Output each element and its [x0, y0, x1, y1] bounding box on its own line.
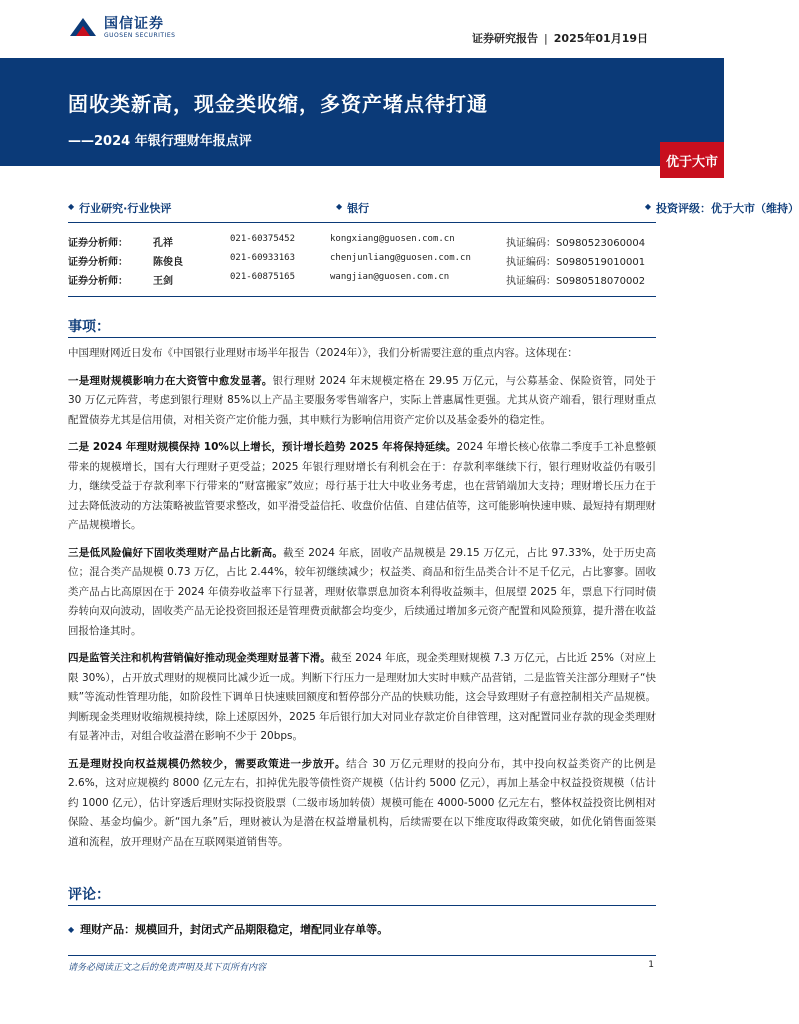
analyst-phone: 021-60375452 — [230, 234, 296, 244]
section-underline — [68, 905, 656, 906]
diamond-icon: ◆ — [644, 202, 651, 211]
comment-point — [68, 921, 388, 937]
title-banner — [0, 58, 724, 170]
point-paragraph — [68, 649, 656, 747]
point-lead: 三是低风险偏好下固收类理财产品占比新高。 — [68, 546, 284, 559]
events-body — [68, 344, 656, 860]
analyst-email[interactable]: chenjunliang@guosen.com.cn — [330, 253, 471, 263]
point-text: 截至 2024 年底，固收产品规模是 29.15 万亿元，占比 97.33%，处于历史高位；混合类产品规模 0.73 万亿，占比 2.44%，较年初继续减少；权益类、商品和衍生品类合计不足千亿元，占比寥寥。固收类产品占比高原因在于 2024 年债券收益率下行显著，理财依靠票息加资本利得收益频丰，但展望 2025 年，票息下行同时债券转向双向波动，固收类产品无论投资回报还是管理费贡献都会均变少，后续通过增加多元资产配置和风险预算，提升潜在收益回报恰逢其时。 — [68, 546, 657, 637]
report-subtitle: ——2024 年银行理财年报点评 — [68, 134, 252, 149]
report-meta — [472, 30, 648, 46]
point-text: 截至 2024 年底，现金类理财规模 7.3 万亿元，占比近 25%（对应上限 30%），占开放式理财的规模同比减少近一成。判断下行压力一是理财加大实时申赎产品营销，二是监管关注部分理财子“快赎”等流动性管理功能，如阶段性下调单日快速赎回额度和暂停部分产品的快赎功能，这会导致理财子有意控制相关产品规模。判断现金类理财收缩规模持续，除上述原因外，2025 年后银行加大对同业存款定价自律管理，这对配置同业存款的现金类理财有显著冲击，对组合收益潜在影响不少于 20bps。 — [68, 652, 656, 742]
logo-name-cn: 国信证券 — [104, 16, 164, 32]
category-industry — [68, 200, 172, 215]
analyst-registration: 执证编码：S0980519010001 — [506, 257, 646, 268]
point-paragraph — [68, 372, 656, 431]
divider — [68, 296, 656, 297]
intro-paragraph: 中国理财网近日发布《中国银行业理财市场半年报告（2024年）》，我们分析需要注意的重点内容。这体现在： — [68, 347, 578, 359]
point-lead: 五是理财投向权益规模仍然较少，需要政策进一步放开。 — [68, 757, 347, 770]
company-logo — [68, 14, 175, 42]
category-sector — [336, 200, 370, 215]
point-text: 2024 年增长核心依靠二季度手工补息整顿带来的规模增长，国有大行理财子更受益；2025 年银行理财增长有利机会在于：存款利率继续下行，银行理财收益仍有吸引力，继续受益于存款利率下行带来的“财富搬家”效应；母行基于壮大中收业务考虑，也在营销端加大支持；理财增长压力在于过去降低波动的方法策略被监管要求整改，如平滑受益信托、收盘价估值、自建估值等，这可能影响快速申赎、最短持有期理财产品规模增长。 — [68, 441, 657, 531]
category-rating — [644, 200, 799, 215]
report-title: 固收类新高，现金类收缩，多资产堵点待打通 — [68, 92, 488, 116]
analyst-row — [68, 253, 668, 272]
analyst-list — [68, 234, 668, 291]
page-number: 1 — [648, 960, 654, 970]
analyst-email[interactable]: wangjian@guosen.com.cn — [330, 272, 450, 282]
diamond-icon: ◆ — [68, 202, 75, 211]
report-type: 证券研究报告 — [472, 32, 539, 45]
footer-disclaimer: 请务必阅读正文之后的免责声明及其下页所有内容 — [68, 963, 267, 973]
category-rating-label: 投资评级：优于大市（维持） — [656, 202, 799, 215]
guosen-logo-icon — [68, 14, 98, 42]
analyst-name: 孔祥 — [153, 238, 173, 249]
section-title-events: 事项： — [68, 319, 110, 335]
rating-tag: 优于大市 — [660, 142, 724, 178]
analyst-label: 证券分析师： — [68, 238, 128, 249]
analyst-registration: 执证编码：S0980523060004 — [506, 238, 646, 249]
analyst-row — [68, 234, 668, 253]
analyst-name: 王剑 — [153, 276, 173, 287]
analyst-row — [68, 272, 668, 291]
analyst-phone: 021-60933163 — [230, 253, 296, 263]
analyst-phone: 021-60875165 — [230, 272, 296, 282]
point-lead: 二是 2024 年理财规模保持 10%以上增长，预计增长趋势 2025 年将保持延续。 — [68, 441, 457, 453]
analyst-registration: 执证编码：S0980518070002 — [506, 276, 646, 287]
analyst-email[interactable]: kongxiang@guosen.com.cn — [330, 234, 455, 244]
section-underline — [68, 337, 656, 338]
diamond-icon: ◆ — [68, 925, 75, 934]
analyst-label: 证券分析师： — [68, 276, 128, 287]
section-title-comments: 评论： — [68, 887, 110, 903]
point-text: 结合 30 万亿元理财的投向分布，其中投向权益类资产的比例是 2.6%，这对应规模约 8000 亿元左右，扣掉优先股等债性资产规模（估计约 5000 亿元），再加上基金中权益投资规模（估计约 1000 亿元），估计穿透后理财实际投资股票（二级市场加转债）规模可能在 4000-5000 亿元左右，整体权益投资比例相对保险、基金均偏少。新“国九条”后，理财被认为是潜在权益增量机构，后续需要在以下维度取得政策突破，如优化销售面签渠道和流程，放开理财产品在互联网渠道销售等。 — [68, 757, 656, 848]
point-paragraph — [68, 544, 656, 642]
point-paragraph — [68, 755, 656, 853]
category-sector-label: 银行 — [347, 202, 370, 215]
footer-divider — [68, 955, 656, 956]
meta-separator: | — [544, 32, 548, 45]
category-industry-label: 行业研究·行业快评 — [79, 202, 172, 215]
point-text: 银行理财 2024 年末规模定格在 29.95 万亿元，与公募基金、保险资管，同处于 30 万亿元阵营，考虑到银行理财 85%以上产品主要服务零售端客户，实际上普惠属性更强。尤其从资产端看，银行理财重点配置债券尤其是信用债，对相关资产定价能力强，其申赎行为影响信用资产定价以及基金委外的稳定性。 — [68, 374, 656, 426]
comment-text: 理财产品：规模回升，封闭式产品期限稳定，增配同业存单等。 — [80, 923, 389, 936]
point-lead: 四是监管关注和机构营销偏好推动现金类理财显著下滑。 — [68, 652, 331, 664]
analyst-label: 证券分析师： — [68, 257, 128, 268]
logo-name-en: GUOSEN SECURITIES — [104, 32, 176, 39]
point-lead: 一是理财规模影响力在大资管中愈发显著。 — [68, 374, 273, 387]
diamond-icon: ◆ — [336, 202, 343, 211]
point-paragraph — [68, 438, 656, 536]
report-date: 2025年01月19日 — [553, 32, 648, 45]
divider — [68, 222, 656, 223]
analyst-name: 陈俊良 — [153, 257, 183, 268]
